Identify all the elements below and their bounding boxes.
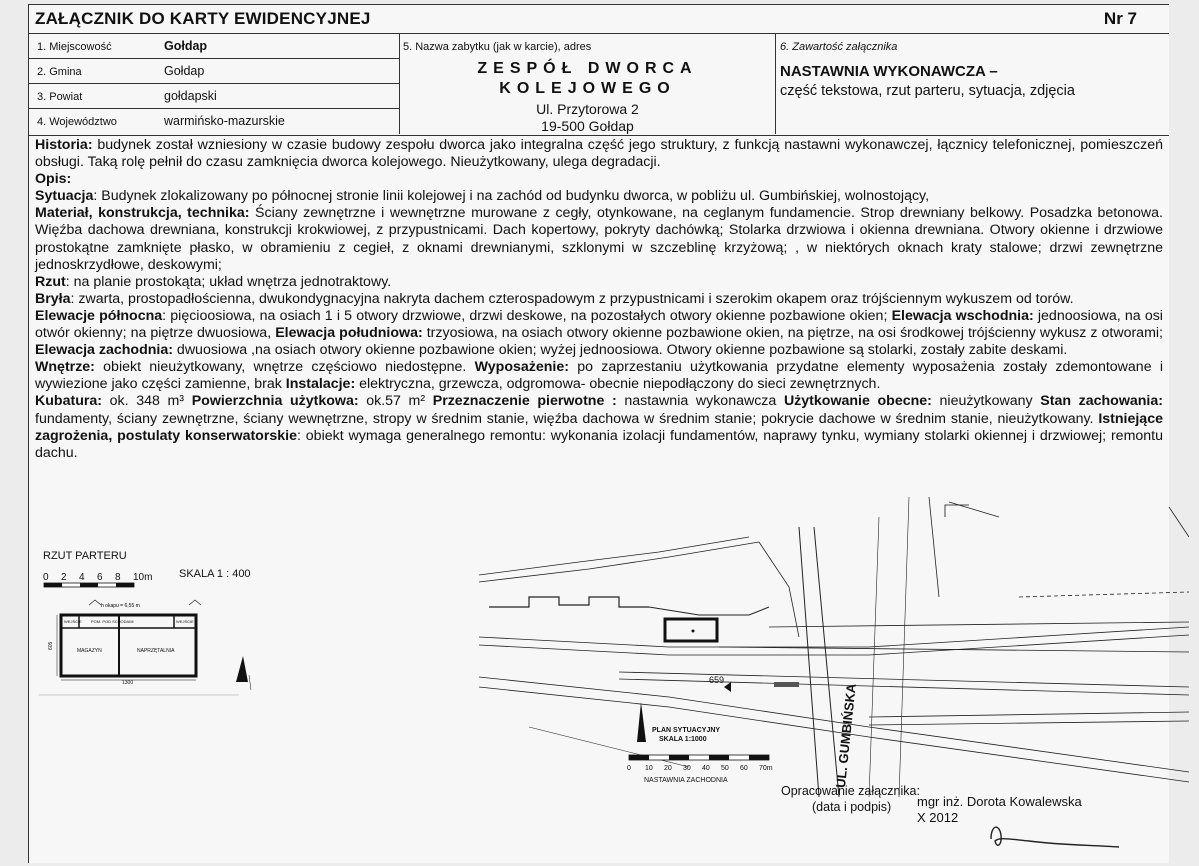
scale-tick-label: 6 bbox=[97, 572, 103, 583]
document-title: ZAŁĄCZNIK DO KARTY EWIDENCYJNEJ bbox=[35, 9, 371, 28]
plan-small-label: POM. POD SCHODAMI bbox=[91, 619, 134, 624]
field-row bbox=[29, 109, 399, 133]
divider bbox=[29, 135, 1169, 136]
document-number: Nr 7 bbox=[1103, 9, 1137, 28]
elew-wsch-label: Elewacja wschodnia: bbox=[891, 307, 1034, 324]
site-scale-tick: 60 bbox=[740, 765, 748, 772]
plan-small-label: WEJŚCIE bbox=[64, 619, 82, 624]
bryla-text: : zwarta, prostopadłościenna, dwukondygnacyjna nakryta dachem czterospadowym z przypustnicami i szerokim okapem oraz trójściennym wykuszem od torów. bbox=[70, 290, 1074, 307]
scale-bar bbox=[44, 583, 134, 587]
uzytkowanie-text: nieużytkowany bbox=[931, 393, 1033, 410]
attachment-title: NASTAWNIA WYKONAWCZA – bbox=[780, 63, 998, 80]
elew-pn-text: : pięcioosiowa, na osiach 1 i 5 otwory drzwiowe, drzwi deskowe, na pozostałych otwory okienne pozbawione okien; bbox=[162, 307, 888, 324]
wnetrze-label: Wnętrze: bbox=[35, 359, 95, 376]
paragraph-opis bbox=[35, 171, 1163, 188]
field-value: warmińsko-mazurskie bbox=[164, 114, 285, 128]
plan-small-label: WEJŚCIE bbox=[176, 619, 194, 624]
material-label: Materiał, konstrukcja, technika: bbox=[35, 205, 250, 222]
street-label: UL. GUMBIŃSKA bbox=[833, 682, 859, 789]
field-label: 4. Województwo bbox=[37, 116, 117, 128]
paragraph-rzut bbox=[35, 274, 1163, 291]
rzut-text: : na planie prostokąta; układ wnętrza jednotraktowy. bbox=[65, 273, 392, 290]
bryla-label: Bryła bbox=[35, 290, 71, 307]
field-value: Gołdap bbox=[164, 64, 205, 78]
site-scale-tick: 10 bbox=[645, 765, 653, 772]
description-body bbox=[35, 137, 1163, 462]
scale-tick-label: 10m bbox=[133, 572, 153, 583]
elew-pld-label: Elewacja południowa: bbox=[275, 325, 423, 342]
field-row bbox=[29, 59, 399, 84]
field-row bbox=[29, 84, 399, 109]
monument-address-line1: Ul. Przytorowa 2 bbox=[536, 101, 639, 117]
floor-plan-drawing bbox=[39, 550, 269, 700]
site-scale-tick: 0 bbox=[627, 765, 631, 772]
floor-plan-scale-label: SKALA 1 : 400 bbox=[179, 568, 251, 580]
plan-dim-side: 605 bbox=[48, 641, 54, 650]
paragraph-sytuacja bbox=[35, 188, 1163, 205]
attachment-content: część tekstowa, rzut parteru, sytuacja, zdjęcia bbox=[780, 83, 1075, 99]
material-text: Ściany zewnętrzne i wewnętrzne murowane z cegły, otynkowane, na ceglanym fundamencie. Strop drewniany belkowy. Posadzka betonowa. Więźba dachowa drewniana, konstrukcji krokwiowej, z przypustnicami. Dach kopertowy, pokryty dachówką; Stolarka drzwiowa i okienna drewniana. Otwory okienne i drzwiowe prostokątne zamknięte płasko, w obramieniu z cegieł, z oknami drewnianymi, szklonymi w szczeblinę krzyżową; , w niektórych oknach kraty stalowe; drzwi zewnętrzne jednoskrzydłowe, deskowymi; bbox=[35, 205, 1164, 273]
instalacje-label: Instalacje: bbox=[285, 376, 356, 393]
attachment-sheet bbox=[28, 4, 1169, 863]
elew-wsch-text: jednoosiowa, na osi otwór okienny; na piętrze dwuosiowa, bbox=[35, 307, 1163, 342]
wnetrze-text: obiekt nieużytkowany, wnętrze częściowo niedostępne. bbox=[94, 359, 467, 376]
field-value: gołdapski bbox=[164, 89, 217, 103]
north-arrow-icon bbox=[236, 656, 248, 682]
author-name: mgr inż. Dorota Kowalewska bbox=[917, 794, 1082, 809]
uzytkowanie-label: Użytkowanie obecne: bbox=[783, 393, 932, 410]
instalacje-text: elektryczna, grzewcza, odgromowa- obecnie niepodłączony do sieci zewnętrznych. bbox=[355, 376, 881, 393]
signature-icon bbox=[989, 815, 1129, 855]
stan-text: fundamenty, ściany zewnętrzne, ściany wewnętrzne, stropy w średnim stanie, więźba dachowa w średnim stanie; pokrycie dachowe w średnim stanie, nieużytkowany. bbox=[35, 410, 1094, 427]
site-scale-tick: 70m bbox=[759, 765, 773, 772]
field-label: 2. Gmina bbox=[37, 66, 82, 78]
elew-zach-label: Elewacja zachodnia: bbox=[35, 342, 173, 359]
kubatura-label: Kubatura: bbox=[35, 393, 102, 410]
powierzchnia-text: ok.57 m² bbox=[358, 393, 426, 410]
location-fields bbox=[29, 34, 400, 134]
elew-pld-text: trzyosiowa, na osiach otwory okienne pozbawione okien, na piętrze, na osi środkowej trójścienny wykusz z otworami; bbox=[422, 325, 1163, 342]
wyposazenie-text: po zaprzestaniu użytkowania przydatne elementy wyposażenia zostały zdemontowane i wywiezione jako części zamienne, brak bbox=[35, 359, 1163, 393]
rzut-label: Rzut bbox=[35, 273, 66, 290]
site-north-arrow-icon bbox=[637, 702, 646, 742]
field-value: Gołdap bbox=[164, 39, 208, 53]
station-building-outline bbox=[665, 619, 717, 641]
zagrozenia-label: Istniejące zagrożenia, postulaty konserwatorskie bbox=[35, 410, 1163, 444]
paragraph-wnetrze bbox=[35, 359, 1163, 393]
kubatura-text: ok. 348 m³ bbox=[102, 393, 185, 410]
paragraph-bryla bbox=[35, 291, 1163, 308]
floor-plan-title: RZUT PARTERU bbox=[43, 550, 127, 562]
footer-label2: (data i podpis) bbox=[812, 800, 892, 814]
sytuacja-label: Sytuacja bbox=[35, 188, 94, 205]
monument-label: 5. Nazwa zabytku (jak w karcie), adres bbox=[403, 41, 592, 53]
scale-tick-label: 0 bbox=[43, 572, 49, 583]
historia-label: Historia: bbox=[35, 137, 93, 153]
site-plan-drawing bbox=[469, 497, 1189, 797]
monument-address-line2: 19-500 Gołdap bbox=[541, 118, 634, 134]
field-label: 1. Miejscowość bbox=[37, 41, 112, 53]
site-scale-tick: 20 bbox=[664, 765, 672, 772]
wyposazenie-label: Wyposażenie: bbox=[474, 359, 569, 376]
paragraph-historia bbox=[35, 137, 1163, 171]
scale-tick-label: 4 bbox=[79, 572, 85, 583]
monument-cell bbox=[400, 34, 776, 134]
paragraph-elewacje bbox=[35, 308, 1163, 359]
paragraph-kubatura bbox=[35, 393, 1163, 461]
plan-dim-bottom: 1300 bbox=[122, 680, 134, 686]
zagrozenia-text: : obiekt wymaga generalnego remontu: wykonania izolacji fundamentów, naprawy tynku, wymiany stolarki okiennej i drzwiowej; remontu dachu. bbox=[35, 427, 1164, 461]
attachment-date: X 2012 bbox=[917, 810, 959, 825]
site-plan-scale: SKALA 1:1000 bbox=[659, 736, 707, 743]
przeznaczenie-label: Przeznaczenie pierwotne : bbox=[432, 393, 617, 410]
field-label: 3. Powiat bbox=[37, 91, 83, 103]
site-plan-caption: PLAN SYTUACYJNY bbox=[652, 727, 721, 734]
powierzchnia-label: Powierzchnia użytkowa: bbox=[191, 393, 359, 410]
site-scale-bar bbox=[629, 755, 769, 760]
floor-plan bbox=[39, 550, 269, 700]
footer-label1: Opracowanie załącznika: bbox=[781, 784, 920, 798]
paragraph-material bbox=[35, 205, 1163, 273]
site-label-nastawnia-zachodnia: NASTAWNIA ZACHODNIA bbox=[644, 777, 728, 784]
scale-tick-label: 8 bbox=[115, 572, 121, 583]
field-row bbox=[29, 34, 399, 59]
attachment-content-cell bbox=[776, 34, 1169, 134]
site-scale-tick: 30 bbox=[683, 765, 691, 772]
scale-tick-label: 2 bbox=[61, 572, 67, 583]
plan-outline bbox=[61, 615, 196, 676]
elew-zach-text: dwuosiowa ,na osiach otwory okienne pozbawione okien; wyżej jednoosiowa. Otwory okienne pozbawione są stolarki, zostały zabite deskami. bbox=[172, 342, 1068, 359]
room-label: MAGAZYN bbox=[77, 648, 102, 654]
opis-label: Opis: bbox=[35, 171, 72, 188]
stan-label: Stan zachowania: bbox=[1040, 393, 1163, 410]
monument-name-line1: ZESPÓŁ DWORCA bbox=[477, 60, 698, 77]
elew-pn-label: Elewacje północna bbox=[35, 307, 163, 324]
site-plan bbox=[469, 497, 1189, 797]
room-label: NAPRZĘTALNIA bbox=[137, 648, 175, 654]
historia-text: budynek został wzniesiony w czasie budowy zespołu dworca jako integralna część jego struktury, z funkcją nastawni wykonawczej, łącznicy telefonicznej, pomieszczeń obsługi. Taką rolę pełnił do czasu zamknięcia dworca kolejowego. Nieużytkowany, ulega degradacji. bbox=[35, 137, 1163, 171]
title-row bbox=[29, 5, 1169, 34]
attachment-label: 6. Zawartość załącznika bbox=[780, 41, 898, 53]
site-label-659: 659 bbox=[709, 675, 725, 685]
sytuacja-text: : Budynek zlokalizowany po północnej stronie linii kolejowej i na zachód od budynku dworca, w pobliżu ul. Gumbińskiej, wolnostojący, bbox=[93, 188, 930, 205]
monument-name-line2: KOLEJOWEGO bbox=[499, 80, 676, 97]
site-scale-tick: 40 bbox=[702, 765, 710, 772]
przeznaczenie-text: nastawnia wykonawcza bbox=[616, 393, 777, 410]
plan-dim-top: h okapu = 6,55 m bbox=[101, 603, 140, 609]
site-scale-tick: 50 bbox=[721, 765, 729, 772]
